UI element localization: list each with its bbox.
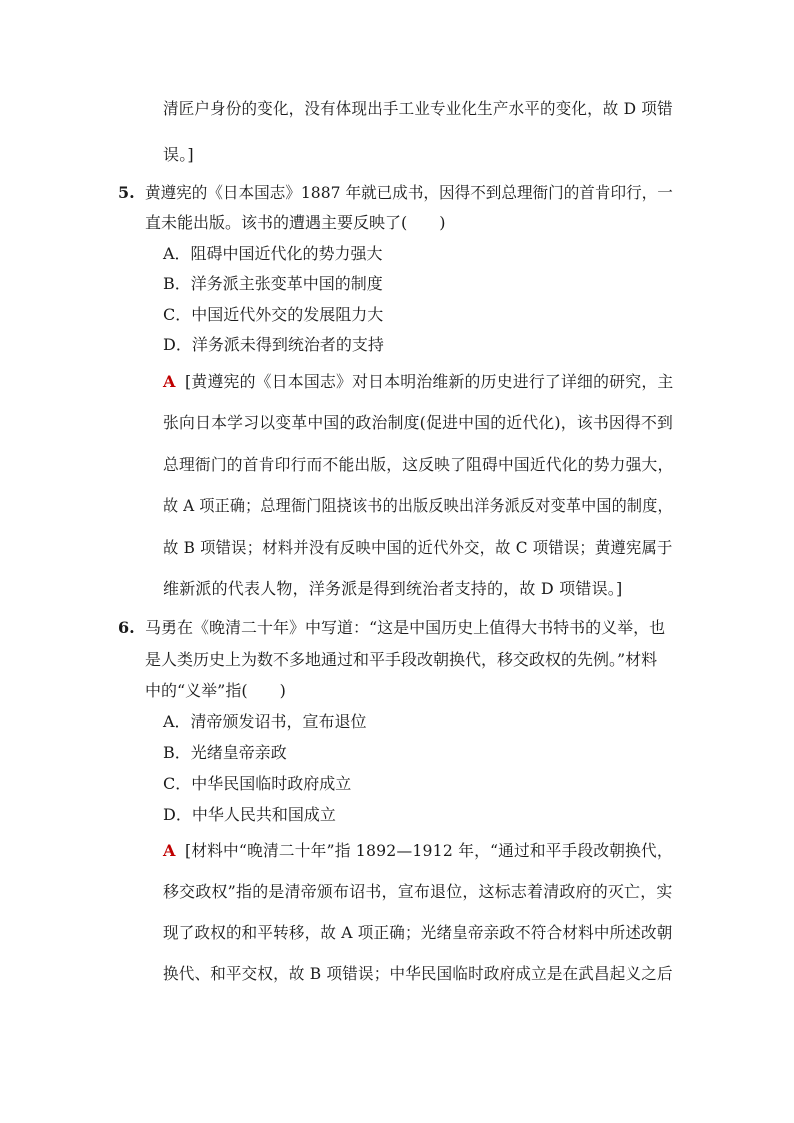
q5-answer: A: [163, 372, 176, 391]
carryover-line-1: 清匠户身份的变化，没有体现出手工业专业化生产水平的变化，故 D 项错: [163, 99, 673, 118]
q6-option-c: C．中华民国临时政府成立: [163, 774, 352, 793]
q6-number: 6.: [118, 618, 135, 637]
q6-explanation-line-1: [材料中“晚清二十年”指 1892—1912 年，“通过和平手段改朝换代，: [185, 841, 673, 860]
q5-stem-line-1: 黄遵宪的《日本国志》1887 年就已成书，因得不到总理衙门的首肯印行，一: [145, 183, 673, 202]
q5-explanation-line-1: [黄遵宪的《日本国志》对日本明治维新的历史进行了详细的研究，主: [185, 372, 674, 391]
q5-option-c: C．中国近代外交的发展阻力大: [163, 305, 384, 324]
q6-stem-line-1: 马勇在《晚清二十年》中写道：“这是中国历史上值得大书特书的义举，也: [145, 618, 666, 637]
q5-stem-line-2: 直未能出版。该书的遭遇主要反映了( ): [145, 213, 446, 232]
q6-option-d: D．中华人民共和国成立: [163, 805, 336, 824]
q5-option-b: B．洋务派主张变革中国的制度: [163, 274, 383, 293]
q6-stem-line-3: 中的“义举”指( ): [145, 681, 286, 700]
q6-explanation-line-4: 换代、和平交权，故 B 项错误；中华民国临时政府成立是在武昌起义之后: [163, 964, 673, 983]
q5-explanation-line-4: 故 A 项正确；总理衙门阻挠该书的出版反映出洋务派反对变革中国的制度，: [163, 496, 673, 515]
q5-explanation-line-2: 张向日本学习以变革中国的政治制度(促进中国的近代化)，该书因得不到: [163, 413, 674, 432]
q6-option-b: B．光绪皇帝亲政: [163, 743, 287, 762]
q5-number: 5.: [118, 183, 135, 202]
q5-option-a: A．阻碍中国近代化的势力强大: [163, 244, 383, 263]
q6-explanation-line-3: 现了政权的和平转移，故 A 项正确；光绪皇帝亲政不符合材料中所述改朝: [163, 923, 673, 942]
q6-answer: A: [163, 841, 176, 860]
q5-explanation-line-5: 故 B 项错误；材料并没有反映中国的近代外交，故 C 项错误；黄遵宪属于: [163, 538, 673, 557]
q6-option-a: A．清帝颁发诏书，宣布退位: [163, 712, 367, 731]
carryover-line-2: 误。]: [163, 145, 194, 164]
q5-explanation-line-6: 维新派的代表人物，洋务派是得到统治者支持的，故 D 项错误。]: [163, 579, 623, 598]
q5-explanation-line-3: 总理衙门的首肯印行而不能出版，这反映了阻碍中国近代化的势力强大，: [163, 455, 674, 474]
q6-stem-line-2: 是人类历史上为数不多地通过和平手段改朝换代，移交政权的先例。”材料: [145, 650, 658, 669]
q6-explanation-line-2: 移交政权”指的是清帝颁布诏书，宣布退位，这标志着清政府的灭亡，实: [163, 882, 673, 901]
q5-option-d: D．洋务派未得到统治者的支持: [163, 335, 384, 354]
